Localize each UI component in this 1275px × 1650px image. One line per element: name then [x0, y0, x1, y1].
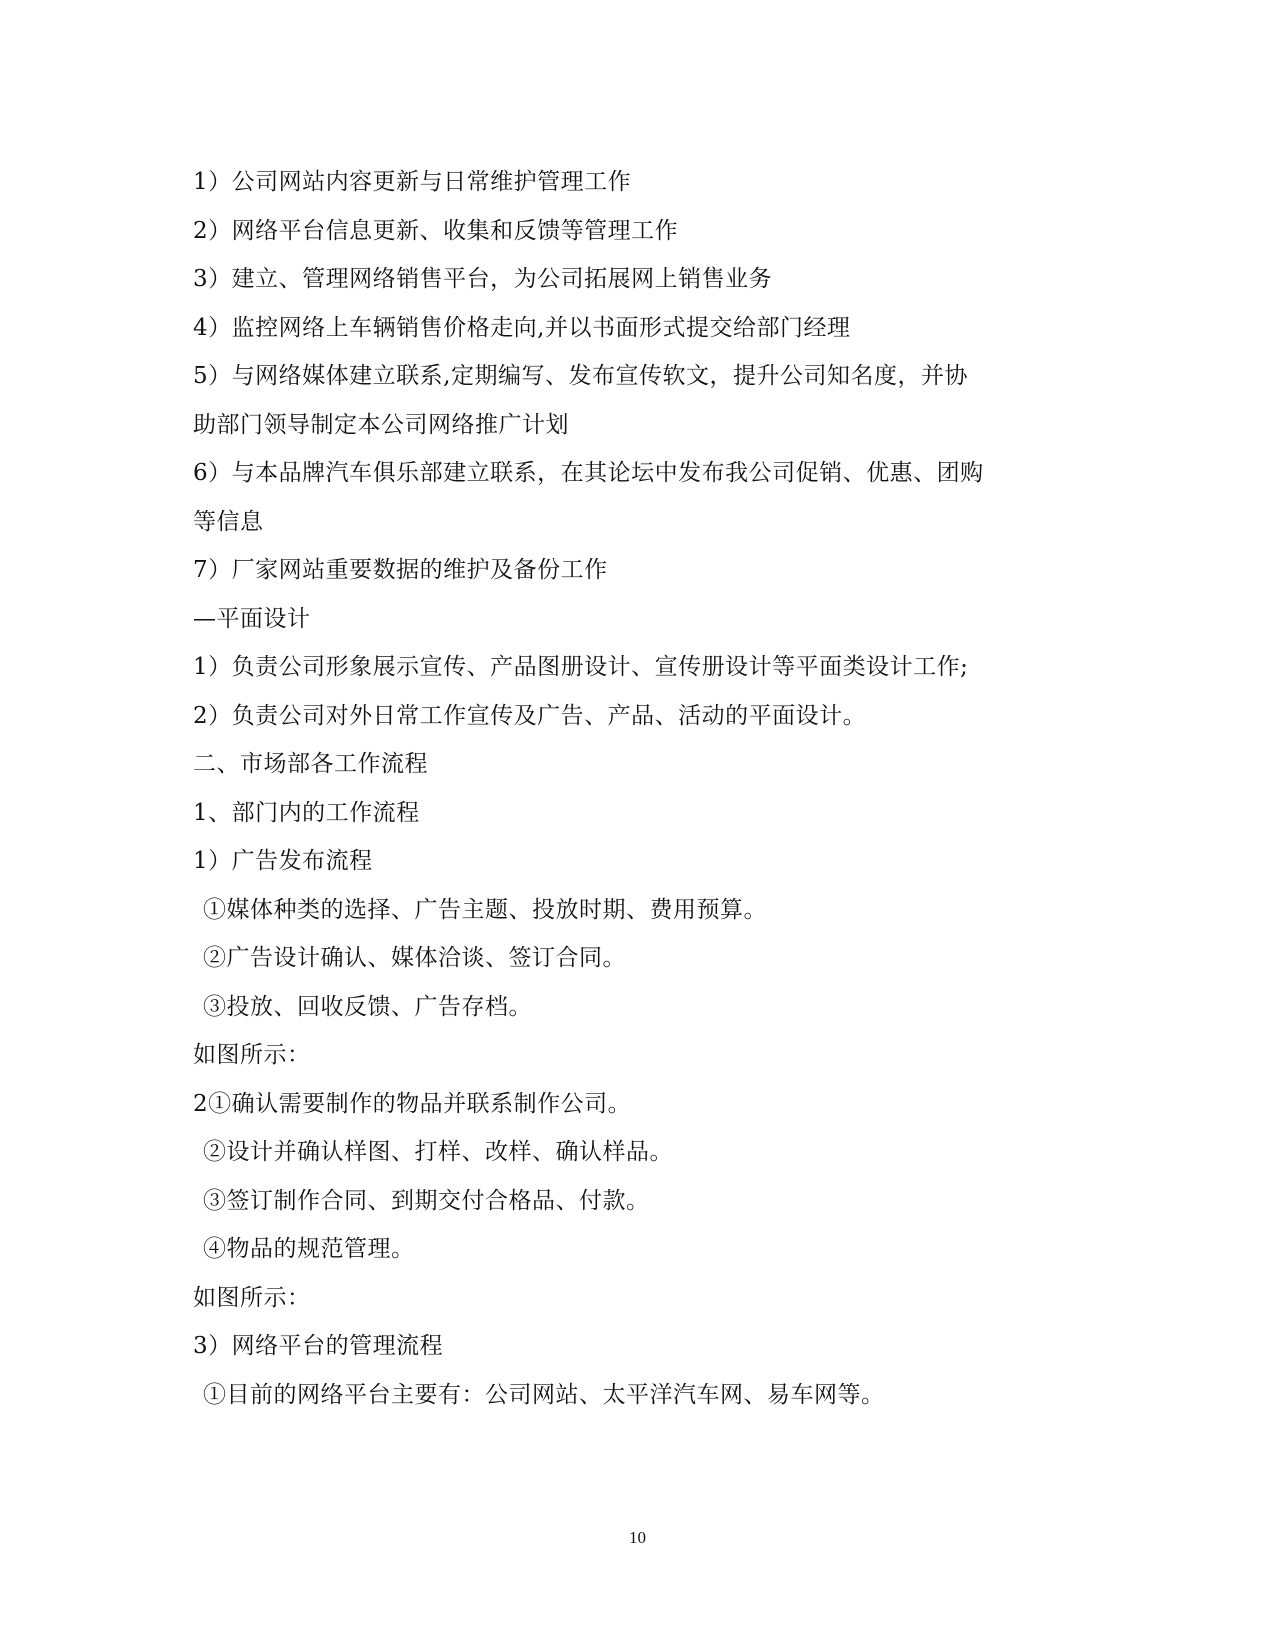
step-item: ①目前的网络平台主要有：公司网站、太平洋汽车网、易车网等。: [203, 1381, 885, 1408]
list-item: 1）广告发布流程: [193, 848, 373, 874]
step-item: ③签订制作合同、到期交付合格品、付款。: [203, 1187, 650, 1214]
figure-note: 如图所示：: [193, 1284, 311, 1311]
step-item: 2①确认需要制作的物品并联系制作公司。: [193, 1090, 632, 1117]
list-item: 1）负责公司形象展示宣传、产品图册设计、宣传册设计等平面类设计工作;: [193, 654, 969, 680]
list-item: 3）建立、管理网络销售平台，为公司拓展网上销售业务: [193, 266, 773, 292]
list-item: 2）网络平台信息更新、收集和反馈等管理工作: [193, 217, 679, 244]
step-item: ②广告设计确认、媒体洽谈、签订合同。: [203, 945, 626, 971]
figure-note: 如图所示：: [193, 1042, 311, 1068]
subsection-heading: 1、部门内的工作流程: [193, 799, 420, 826]
list-item: 7）厂家网站重要数据的维护及备份工作: [193, 557, 608, 583]
document-body: [193, 158, 1053, 1419]
step-item: ③投放、回收反馈、广告存档。: [203, 993, 532, 1020]
list-item: 6）与本品牌汽车俱乐部建立联系，在其论坛中发布我公司促销、优惠、团购: [193, 460, 984, 486]
list-item: 1）公司网站内容更新与日常维护管理工作: [193, 169, 632, 195]
list-item: 2）负责公司对外日常工作宣传及广告、产品、活动的平面设计。: [193, 702, 867, 729]
step-item: ④物品的规范管理。: [203, 1236, 415, 1262]
list-item: 3）网络平台的管理流程: [193, 1333, 444, 1359]
list-item: 5）与网络媒体建立联系,定期编写、发布宣传软文，提升公司知名度，并协: [193, 363, 968, 389]
step-item: ②设计并确认样图、打样、改样、确认样品。: [203, 1139, 673, 1165]
step-item: ①媒体种类的选择、广告主题、投放时期、费用预算。: [203, 896, 767, 923]
page-number: 10: [629, 1528, 646, 1547]
section-heading: 二、市场部各工作流程: [193, 751, 428, 777]
section-heading: —平面设计: [193, 605, 311, 632]
list-item-continuation: 助部门领导制定本公司网络推广计划: [193, 411, 569, 438]
list-item: 4）监控网络上车辆销售价格走向,并以书面形式提交给部门经理: [193, 314, 851, 341]
list-item-continuation: 等信息: [193, 508, 264, 535]
